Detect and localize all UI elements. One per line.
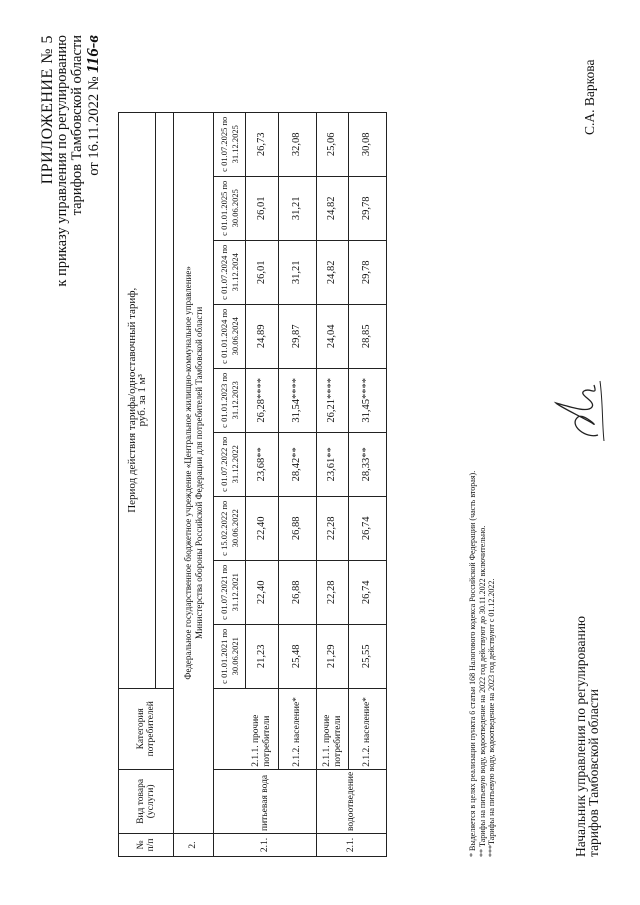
group-2-good: водоотведение — [317, 769, 387, 833]
signatory-position — [574, 616, 600, 857]
footnote-1: * Выделяется в целях реализации пункта 6 статьи 168 Налогового кодекса Российской Федерации (часть вторая). — [468, 470, 477, 857]
order-date-line — [85, 35, 102, 385]
period-2: с 01.07.2021 по 31.12.2021 — [214, 560, 246, 624]
group-2-num: 2.1. — [317, 834, 387, 857]
col-header-category: Категория потребителей — [119, 688, 174, 769]
cell: 25,48 — [279, 624, 317, 688]
cell: 24,82 — [317, 240, 349, 304]
cell: 24,04 — [317, 304, 349, 368]
cell: 26,21**** — [317, 368, 349, 432]
cell: 22,40 — [246, 496, 279, 560]
cell: 26,28**** — [246, 368, 279, 432]
appendix-title: ПРИЛОЖЕНИЕ № 5 — [39, 35, 56, 185]
cell: 25,06 — [317, 112, 349, 176]
org-line1: Федеральное государственное бюджетное учреждение «Центральное жилищно-коммунальное управление» — [183, 266, 193, 680]
table-row — [317, 112, 349, 856]
period-6: с 01.01.2024 по 30.06.2024 — [214, 304, 246, 368]
cell: 24,82 — [317, 176, 349, 240]
period-9: с 01.07.2025 по 31.12.2025 — [214, 112, 246, 176]
row-category: 2.1.2. население* — [279, 688, 317, 769]
order-number: 116-в — [83, 35, 102, 73]
row-category: 2.1.1. прочие потребители — [246, 688, 279, 769]
period-row-blank — [214, 688, 246, 769]
cell: 28,42** — [279, 432, 317, 496]
cell: 28,33** — [349, 432, 387, 496]
cell: 26,88 — [279, 496, 317, 560]
cell: 23,68** — [246, 432, 279, 496]
cell: 29,87 — [279, 304, 317, 368]
period-7: с 01.07.2024 по 31.12.2024 — [214, 240, 246, 304]
cell: 22,40 — [246, 560, 279, 624]
cell: 26,74 — [349, 496, 387, 560]
period-8: с 01.01.2025 по 30.06.2025 — [214, 176, 246, 240]
period-title: Период действия тарифа/одноставочный тариф, — [125, 287, 138, 513]
group-1-good: питьевая вода — [214, 769, 317, 833]
signatory-name: С.А. Варкова — [582, 59, 597, 135]
cell: 28,85 — [349, 304, 387, 368]
cell: 26,74 — [349, 560, 387, 624]
order-reference-line1: к приказу управления по регулированию — [54, 35, 70, 287]
cell: 25,55 — [349, 624, 387, 688]
col-header-period — [119, 112, 156, 688]
appendix-header — [40, 35, 102, 385]
cell: 21,29 — [317, 624, 349, 688]
period-1: с 01.01.2021 по 30.06.2021 — [214, 624, 246, 688]
cell: 24,89 — [246, 304, 279, 368]
row-category: 2.1.2. население* — [349, 688, 387, 769]
order-date: от 16.11.2022 № — [86, 76, 102, 176]
period-unit: руб. за 1 м³ — [136, 374, 148, 427]
period-4: с 01.07.2022 по 31.12.2022 — [214, 432, 246, 496]
period-5: с 01.01.2023 по 31.12.2023 — [214, 368, 246, 432]
table-row — [279, 112, 317, 856]
order-reference-line2: тарифов Тамбовской области — [69, 35, 85, 216]
cell: 23,61** — [317, 432, 349, 496]
row-category: 2.1.1. прочие потребители — [317, 688, 349, 769]
section-number: 2. — [174, 834, 214, 857]
table-row — [349, 112, 387, 856]
org-line2: Министерства обороны Российской Федерации для потребителей Тамбовской области — [193, 306, 204, 639]
cell: 31,21 — [279, 240, 317, 304]
cell: 26,01 — [246, 240, 279, 304]
footnote-2: ** Тарифы на питьевую воду, водоотведение на 2022 год действуют до 30.11.2022 включительно. — [477, 525, 487, 857]
tariff-table — [118, 112, 387, 857]
cell: 22,28 — [317, 560, 349, 624]
cell: 31,54**** — [279, 368, 317, 432]
group-1-num: 2.1. — [214, 834, 317, 857]
cell: 26,01 — [246, 176, 279, 240]
cell: 26,88 — [279, 560, 317, 624]
footnotes — [468, 137, 497, 857]
cell: 29,78 — [349, 240, 387, 304]
cell: 21,23 — [246, 624, 279, 688]
cell: 30,08 — [349, 112, 387, 176]
cell: 32,08 — [279, 112, 317, 176]
col-header-num: № п/п — [119, 834, 174, 857]
col-header-good: Вид товара (услуги) — [119, 769, 174, 833]
cell: 31,21 — [279, 176, 317, 240]
cell: 22,28 — [317, 496, 349, 560]
cell: 26,73 — [246, 112, 279, 176]
handwritten-signature — [548, 377, 615, 447]
period-spacer — [156, 112, 174, 688]
footnote-3: ***Тарифы на питьевую воду, водоотведение на 2023 год действуют с 01.12.2022. — [487, 578, 496, 857]
table-row — [246, 112, 279, 856]
position-line2: тарифов Тамбовской области — [586, 689, 601, 857]
cell: 31,45**** — [349, 368, 387, 432]
period-3: с 15.02.2022 по 30.06.2022 — [214, 496, 246, 560]
org-heading — [174, 112, 214, 833]
cell: 29,78 — [349, 176, 387, 240]
position-line1: Начальник управления по регулированию — [573, 615, 588, 857]
